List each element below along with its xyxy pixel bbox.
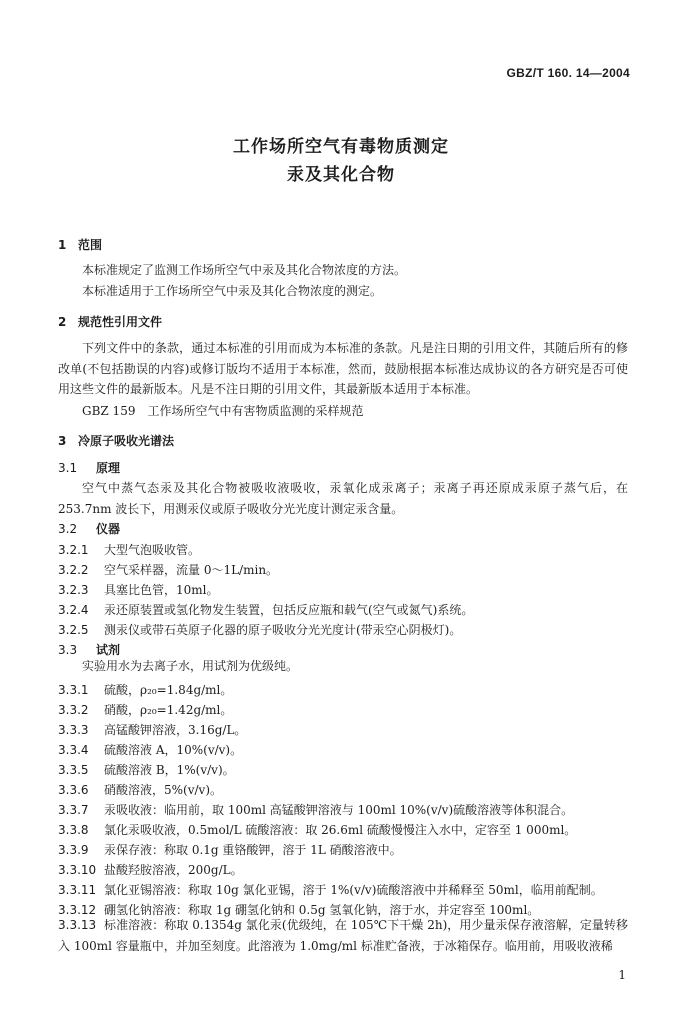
list-item: 3.3.6 硝酸溶液，5%(v/v)。: [58, 783, 223, 797]
section-3-1-text: 空气中蒸气态汞及其化合物被吸收液吸收，汞氧化成汞离子；汞离子再还原成汞原子蒸气后，在253.7nm 波长下，用测汞仪或原子吸收分光光度计测定汞含量。: [58, 481, 628, 516]
list-item: 3.2.1 大型气泡吸收管。: [58, 543, 201, 557]
list-item: 3.3.5 硫酸溶液 B，1%(v/v)。: [58, 763, 235, 777]
list-item: 3.3.1 硫酸，ρ₂₀=1.84g/ml。: [58, 683, 233, 697]
document-subtitle: 汞及其化合物: [287, 165, 395, 185]
section-3-heading: 3 冷原子吸收光谱法: [58, 434, 175, 448]
section-3-1-heading: 3.1 原理: [58, 461, 121, 475]
list-item: 3.2.3 具塞比色管，10ml。: [58, 583, 219, 597]
list-item: 3.2.5 测汞仪或带石英原子化器的原子吸收分光光度计(带汞空心阴极灯)。: [58, 623, 462, 637]
standard-code: GBZ/T 160. 14—2004: [506, 66, 630, 80]
list-item: 3.3.2 硝酸，ρ₂₀=1.42g/ml。: [58, 703, 233, 717]
list-item: 3.3.8 氯化汞吸收液，0.5mol/L 硫酸溶液：取 26.6ml 硫酸慢慢注入水中，定容至 1 000ml。: [58, 823, 577, 837]
list-item: 3.3.7 汞吸收液：临用前，取 100ml 高锰酸钾溶液与 100ml 10%(v/v)硫酸溶液等体积混合。: [58, 803, 574, 817]
list-item: 3.3.13 标准溶液：称取 0.1354g 氯化汞(优级纯，在 105℃下干燥 2h)，用少量汞保存液溶解，定量转移入 100ml 容量瓶中，并加至刻度。此溶液为 1.0mg/ml 标准贮备液，于冰箱保存。临用前，用吸收液稀: [58, 918, 628, 953]
section-1-paragraph-2: 本标准适用于工作场所空气中汞及其化合物浓度的测定。: [82, 284, 383, 298]
section-3-2-heading: 3.2 仪器: [58, 522, 121, 536]
section-2-paragraph-1: 下列文件中的条款，通过本标准的引用而成为本标准的条款。凡是注日期的引用文件，其随后所有的修改单(不包括勘误的内容)或修订版均不适用于本标准，然而，鼓励根据本标准达成协议的各方研究是否可使用这些文件的最新版本。凡是不注日期的引用文件，其最新版本适用于本标准。: [58, 341, 628, 396]
list-item: 3.3.10 盐酸羟胺溶液，200g/L。: [58, 863, 243, 877]
list-item: 3.3.3 高锰酸钾溶液，3.16g/L。: [58, 723, 247, 737]
document-title: 工作场所空气有毒物质测定: [233, 137, 449, 157]
page-number: 1: [618, 968, 626, 982]
section-2-reference: GBZ 159 工作场所空气中有害物质监测的采样规范: [82, 404, 364, 418]
section-1-heading: 1 范围: [58, 238, 103, 252]
list-item: 3.2.2 空气采样器，流量 0～1L/min。: [58, 563, 279, 577]
section-2-heading: 2 规范性引用文件: [58, 315, 163, 329]
list-item: 3.3.12 硼氢化钠溶液：称取 1g 硼氢化钠和 0.5g 氢氧化钠，溶于水，并定容至 100ml。: [58, 903, 540, 917]
list-item: 3.3.9 汞保存液：称取 0.1g 重铬酸钾，溶于 1L 硝酸溶液中。: [58, 843, 402, 857]
section-3-3-heading: 3.3 试剂: [58, 643, 121, 657]
section-1-paragraph-1: 本标准规定了监测工作场所空气中汞及其化合物浓度的方法。: [82, 263, 407, 277]
list-item: 3.3.4 硫酸溶液 A，10%(v/v)。: [58, 743, 243, 757]
section-3-3-intro: 实验用水为去离子水，用试剂为优级纯。: [82, 659, 299, 673]
list-item: 3.2.4 汞还原装置或氢化物发生装置，包括反应瓶和载气(空气或氮气)系统。: [58, 603, 474, 617]
list-item: 3.3.11 氯化亚锡溶液：称取 10g 氯化亚锡，溶于 1%(v/v)硫酸溶液中并稀释至 50ml，临用前配制。: [58, 883, 603, 897]
